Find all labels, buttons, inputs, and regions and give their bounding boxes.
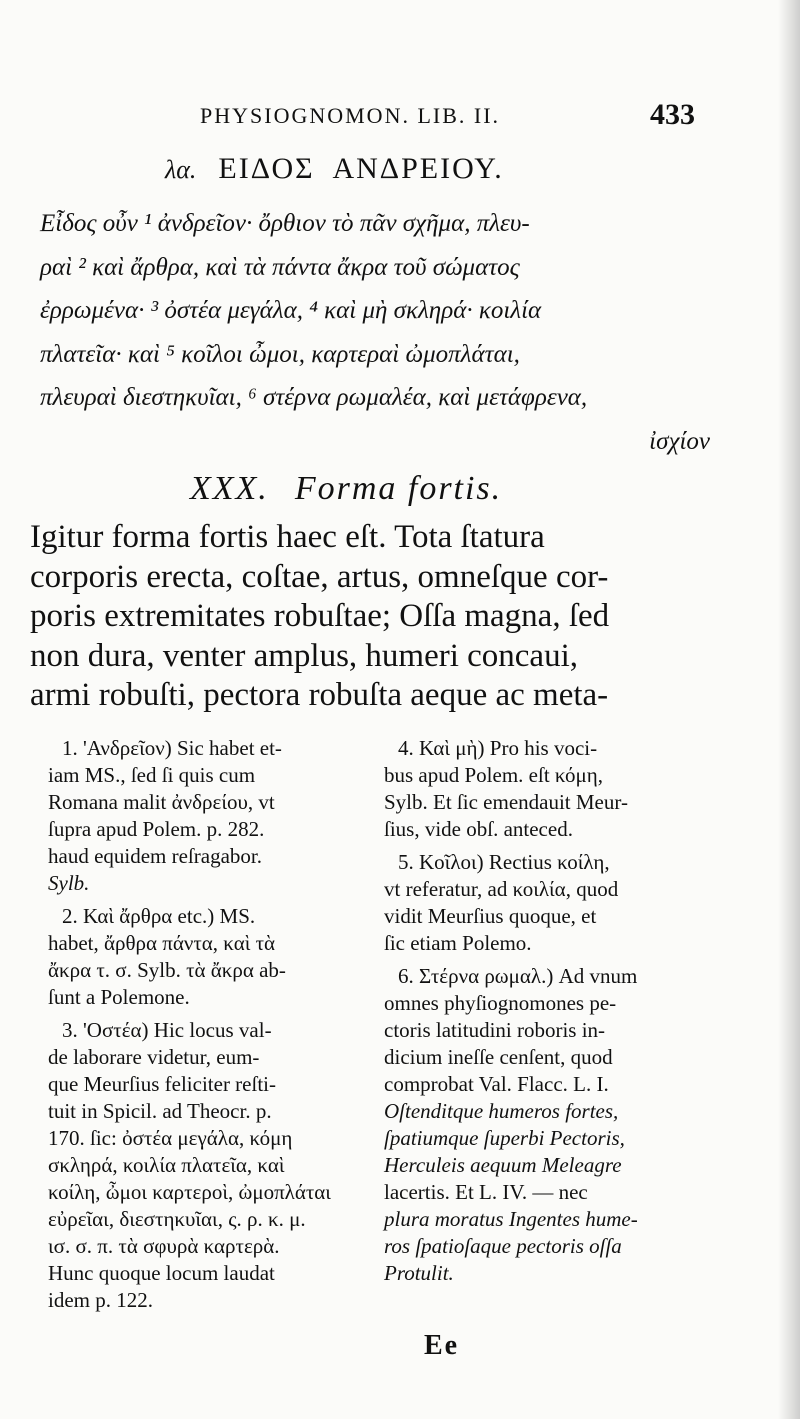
note-line: vidit Meurſius quoque, et bbox=[384, 904, 597, 928]
note-line: omnes phyſiognomones pe- bbox=[384, 991, 617, 1015]
latin-heading bbox=[190, 470, 502, 508]
greek-line: πλευραὶ διεστηκυῖαι, ⁶ στέρνα ρωμαλέα, καὶ μετάφρενα, bbox=[40, 384, 588, 411]
greek-heading-title: ΕΙΔΟΣ ΑΝΔΡΕΙΟΥ. bbox=[218, 152, 504, 185]
greek-line: ραὶ ² καὶ ἄρθρα, καὶ τὰ πάντα ἄκρα τοῦ σώματος bbox=[40, 253, 520, 281]
greek-heading bbox=[165, 152, 504, 186]
note-line: que Meurſius feliciter reſti- bbox=[48, 1072, 276, 1096]
latin-heading-number: XXX. bbox=[190, 470, 269, 507]
note-line: 170. ſic: ὀστέα μεγάλα, κόμη bbox=[48, 1126, 293, 1150]
note-line: plura moratus Ingentes hume- bbox=[384, 1207, 638, 1231]
note-line: comprobat Val. Flacc. L. I. bbox=[384, 1072, 609, 1096]
note-line: Romana malit ἀνδρείου, vt bbox=[48, 790, 275, 814]
notes-left-column bbox=[48, 735, 378, 1320]
footnote-1 bbox=[48, 735, 378, 897]
greek-line: ἐρρωμένα· ³ ὀστέα μεγάλα, ⁴ καὶ μὴ σκληρά· κοιλία bbox=[40, 297, 542, 324]
note-line: εὐρεῖαι, διεστηκυῖαι, ς. ρ. κ. μ. bbox=[48, 1207, 306, 1231]
footnote-4 bbox=[384, 735, 714, 843]
latin-line: corporis erecta, coſtae, artus, omneſque cor- bbox=[30, 558, 609, 595]
note-line: ſpatiumque ſuperbi Pectoris, bbox=[384, 1126, 625, 1150]
note-line: κοίλη, ὦμοι καρτεροὶ, ὠμοπλάται bbox=[48, 1180, 331, 1204]
catchword: Ee bbox=[424, 1330, 460, 1361]
note-line: lacertis. Et L. IV. — nec bbox=[384, 1180, 588, 1204]
note-line: 1. 'Ανδρεῖον) Sic habet et- bbox=[62, 736, 282, 760]
page-edge-shadow bbox=[778, 0, 800, 1419]
greek-paragraph bbox=[40, 202, 710, 463]
note-line: σκληρά, κοιλία πλατεῖα, καὶ bbox=[48, 1153, 285, 1177]
note-line: haud equidem reſragabor. bbox=[48, 844, 262, 868]
note-line: ſupra apud Polem. p. 282. bbox=[48, 817, 265, 841]
footnote-5 bbox=[384, 849, 714, 957]
note-line: Herculeis aequum Meleagre bbox=[384, 1153, 622, 1177]
running-title: PHYSIOGNOMON. LIB. II. bbox=[200, 103, 501, 128]
note-line: Hunc quoque locum laudat bbox=[48, 1261, 275, 1285]
page-number: 433 bbox=[650, 98, 695, 131]
note-line: vt referatur, ad κοιλία, quod bbox=[384, 877, 619, 901]
latin-heading-title: Forma fortis. bbox=[294, 470, 503, 507]
note-line: tuit in Spicil. ad Theocr. p. bbox=[48, 1099, 272, 1123]
greek-heading-number: λα. bbox=[165, 155, 197, 184]
greek-line: πλατεῖα· καὶ ⁵ κοῖλοι ὦμοι, καρτεραὶ ὠμοπλάται, bbox=[40, 340, 520, 368]
note-line: bus apud Polem. eſt κόμη, bbox=[384, 763, 604, 787]
note-line: ctoris latitudini roboris in- bbox=[384, 1018, 606, 1042]
note-line: Sylb. Et ſic emendauit Meur- bbox=[384, 790, 628, 814]
note-line: ισ. σ. π. τὰ σφυρὰ καρτερὰ. bbox=[48, 1234, 280, 1258]
note-line: ἄκρα τ. σ. Sylb. τὰ ἄκρα ab- bbox=[48, 958, 286, 982]
latin-line: Igitur forma fortis haec eſt. Tota ſtatura bbox=[30, 519, 545, 555]
note-line: de laborare videtur, eum- bbox=[48, 1045, 260, 1069]
latin-line: non dura, venter amplus, humeri concaui, bbox=[30, 637, 578, 674]
greek-line: ἰσχίον bbox=[649, 427, 710, 455]
note-line: iam MS., ſed ſi quis cum bbox=[48, 763, 256, 787]
note-line: 6. Στέρνα ρωμαλ.) Ad vnum bbox=[398, 964, 638, 988]
note-line: 4. Καὶ μὴ) Pro his voci- bbox=[398, 736, 598, 760]
note-line: habet, ἄρθρα πάντα, καὶ τὰ bbox=[48, 931, 276, 955]
note-line: 5. Κοῖλοι) Rectius κοίλη, bbox=[398, 850, 610, 874]
latin-line: poris extremitates robuſtae; Oſſa magna, ſed bbox=[30, 598, 610, 634]
note-line: Oſtenditque humeros fortes, bbox=[384, 1099, 619, 1123]
note-line: idem p. 122. bbox=[48, 1288, 153, 1312]
note-line: ſius, vide obſ. anteced. bbox=[384, 817, 573, 841]
note-line: ros ſpatioſaque pectoris oſſa bbox=[384, 1234, 622, 1258]
note-line: ſic etiam Polemo. bbox=[384, 931, 532, 955]
footnote-3 bbox=[48, 1017, 378, 1314]
note-line: dicium ineſſe cenſent, quod bbox=[384, 1045, 613, 1069]
footnote-6 bbox=[384, 963, 714, 1287]
note-line: 3. 'Οστέα) Hic locus val- bbox=[62, 1018, 272, 1042]
latin-paragraph bbox=[30, 518, 710, 716]
note-line: 2. Καὶ ἄρθρα etc.) MS. bbox=[62, 904, 256, 928]
note-line: Protulit. bbox=[384, 1261, 454, 1285]
note-line: Sylb. bbox=[48, 871, 90, 895]
footnote-2 bbox=[48, 903, 378, 1011]
greek-line: Εἶδος οὖν ¹ ἀνδρεῖον· ὄρθιον τὸ πᾶν σχῆμα, πλευ- bbox=[40, 210, 530, 237]
notes-right-column bbox=[384, 735, 714, 1293]
note-line: ſunt a Polemone. bbox=[48, 985, 190, 1009]
latin-line: armi robuſti, pectora robuſta aeque ac meta- bbox=[30, 677, 609, 713]
